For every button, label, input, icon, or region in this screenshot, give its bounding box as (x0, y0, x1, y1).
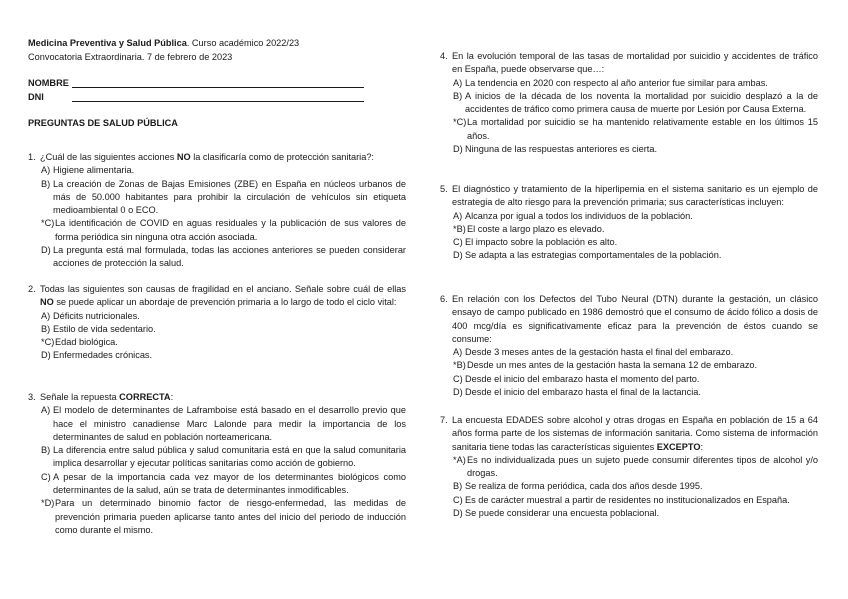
option-label: *C) (41, 218, 55, 229)
stem-emphasis: EXCEPTO (656, 441, 701, 452)
question-1 (28, 151, 406, 271)
question-stem (28, 391, 406, 404)
answer-option (41, 164, 406, 177)
stem-text: : (170, 392, 174, 402)
option-label: B) (453, 90, 463, 101)
question-number: 7. (440, 415, 448, 425)
option-label: C) (453, 237, 463, 248)
question-stem (440, 183, 818, 210)
option-text: La pregunta está mal formulada, todas las acciones anteriores se pueden considerar acciones de protección la salud. (53, 245, 406, 269)
stem-emphasis: NO (176, 152, 191, 162)
nombre-field[interactable] (28, 77, 364, 89)
answer-option (453, 223, 818, 236)
option-text: Déficits nutricionales. (53, 310, 140, 321)
option-label: *D) (41, 498, 55, 509)
option-text: Ninguna de las respuestas anteriores es cierta. (465, 144, 658, 155)
stem-emphasis: NO (40, 297, 54, 308)
answer-option (453, 210, 818, 223)
options-list (28, 310, 406, 363)
answer-option (453, 480, 818, 493)
answer-option (453, 373, 818, 386)
option-text: Desde el inicio del embarazo hasta el momento del parto. (465, 373, 700, 384)
options-list (440, 346, 818, 399)
answer-option (453, 386, 818, 399)
answer-option (41, 178, 406, 218)
section-title: PREGUNTAS DE SALUD PÚBLICA (28, 118, 178, 128)
question-number: 1. (28, 152, 36, 162)
answer-option (41, 497, 406, 537)
stem-text: Señale la repuesta (40, 392, 120, 402)
stem-text: se puede aplicar un abordaje de prevención primaria a lo largo de todo el ciclo vital: (53, 297, 397, 308)
options-list (440, 454, 818, 520)
option-label: *B) (453, 223, 466, 234)
option-text: El coste a largo plazo es elevado. (467, 223, 605, 234)
answer-option (453, 249, 818, 262)
question-number: 3. (28, 392, 36, 402)
options-list (28, 164, 406, 270)
option-label: C) (453, 494, 463, 505)
option-text: El impacto sobre la población es alto. (465, 237, 618, 248)
option-label: D) (41, 245, 51, 256)
option-text: A inicios de la década de los noventa la mortalidad por suicidio desplazó a la de accidentes de tráfico como primera causa de muerte por Lesión por Causa Externa. (465, 90, 818, 115)
option-label: A) (453, 347, 463, 358)
option-text: Desde el inicio del embarazo hasta el final de la lactancia. (465, 387, 701, 398)
question-stem (440, 414, 818, 454)
option-label: B) (41, 445, 51, 456)
stem-text: En la evolución temporal de las tasas de mortalidad por suicidio y accidentes de tráfico en España, puede observarse que…: (452, 51, 818, 75)
option-text: Se realiza de forma periódica, cada dos años desde 1995. (465, 481, 703, 492)
answer-option (41, 310, 406, 323)
answer-option (41, 244, 406, 271)
answer-option (41, 444, 406, 471)
nombre-line (72, 87, 364, 88)
option-label: D) (453, 144, 463, 155)
stem-text: : (700, 441, 704, 452)
stem-text: la clasificaría como de protección sanitaria?: (190, 152, 374, 162)
option-text: Se puede considerar una encuesta poblacional. (465, 508, 660, 519)
question-2 (28, 283, 406, 363)
answer-option (41, 323, 406, 336)
option-text: La mortalidad por suicidio se ha mantenido relativamente estable en los últimos 15 años. (467, 117, 818, 141)
answer-option (453, 236, 818, 249)
stem-text: La encuesta EDADES sobre alcohol y otras drogas en España en población de 15 a 64 años forma parte de los sistemas de información sanitaria. Como sistema de información sanitaria tiene todas las características siguientes (452, 415, 818, 452)
answer-option (453, 116, 818, 143)
option-text: La creación de Zonas de Bajas Emisiones (ZBE) en España en núcleos urbanos de más de 50.000 habitantes para prohibir la circulación de vehículos sin etiqueta medioambiental 0 o ECO. (53, 178, 406, 216)
option-label: A) (41, 310, 51, 321)
question-4 (440, 50, 818, 156)
option-text: Edad biológica. (55, 337, 118, 348)
question-7 (440, 414, 818, 520)
option-text: Se adapta a las estrategias comportamentales de la población. (465, 250, 722, 261)
dni-line (72, 101, 364, 102)
option-text: Desde un mes antes de la gestación hasta la semana 12 de embarazo. (467, 360, 758, 371)
answer-option (453, 454, 818, 481)
question-stem (440, 50, 818, 77)
question-stem (440, 293, 818, 346)
answer-option (453, 143, 818, 156)
question-5 (440, 183, 818, 263)
question-6 (440, 293, 818, 399)
answer-option (453, 346, 818, 359)
option-label: B) (41, 178, 51, 189)
options-list (28, 404, 406, 537)
option-text: Es de carácter muestral a partir de residentes no institucionalizados en España. (465, 494, 790, 505)
option-label: *B) (453, 360, 466, 371)
nombre-label: NOMBRE (28, 78, 69, 88)
question-stem (28, 151, 406, 164)
stem-text: ¿Cuál de las siguientes acciones (40, 152, 177, 162)
exam-session: Convocatoria Extraordinaria. 7 de febrero de 2023 (28, 52, 233, 62)
option-label: C) (453, 373, 463, 384)
stem-text: En relación con los Defectos del Tubo Neural (DTN) durante la gestación, un clásico ensayo de campo publicado en 1986 demostró que el consumo de ácido fólico a dosis de 400 mcg/día es significativamente eficaz para la prevención de éstos cuando se consume: (452, 294, 818, 344)
answer-option (453, 359, 818, 372)
answer-option (41, 471, 406, 498)
answer-option (453, 77, 818, 90)
answer-option (453, 507, 818, 520)
answer-option (41, 349, 406, 362)
option-text: Es no individualizada pues un sujeto puede consumir diferentes tipos de alcohol y/o drogas. (467, 454, 818, 479)
option-label: A) (41, 405, 51, 416)
course-name: Medicina Preventiva y Salud Pública (28, 38, 187, 48)
option-text: Higiene alimentaria. (53, 165, 135, 176)
option-text: Alcanza por igual a todos los individuos de la población. (465, 210, 693, 221)
course-title (28, 37, 299, 50)
option-text: La tendencia en 2020 con respecto al año anterior fue similar para ambas. (465, 77, 768, 88)
option-label: D) (453, 387, 463, 398)
answer-option (453, 494, 818, 507)
options-list (440, 77, 818, 157)
answer-option (41, 336, 406, 349)
question-number: 4. (440, 51, 448, 61)
dni-label: DNI (28, 92, 44, 102)
answer-option (453, 90, 818, 117)
stem-emphasis: CORRECTA (119, 392, 171, 402)
option-text: Enfermedades crónicas. (53, 350, 153, 361)
question-stem (28, 283, 406, 310)
option-label: D) (453, 250, 463, 261)
option-text: La identificación de COVID en aguas residuales y la publicación de sus valores de forma periódica sin ninguna otra acción asociada. (55, 218, 406, 242)
options-list (440, 210, 818, 263)
stem-text: Todas las siguientes son causas de fragilidad en el anciano. Señale sobre cuál de ellas (40, 284, 406, 294)
option-label: A) (453, 77, 463, 88)
question-number: 2. (28, 284, 36, 294)
answer-option (41, 217, 406, 244)
option-label: C) (41, 471, 51, 482)
question-3 (28, 391, 406, 537)
option-label: *C) (453, 117, 467, 128)
course-year: . Curso académico 2022/23 (186, 38, 300, 48)
option-text: El modelo de determinantes de Laframboise está basado en el desarrollo previo que hace el ministro canadiense Marc Lalonde para medir la importancia de los determinantes de salud en población norteamericana. (53, 405, 406, 442)
option-text: Para un determinado binomio factor de riesgo-enfermedad, las medidas de prevención primaria pueden aplicarse tanto antes del inicio del periodo de inducción como durante el mismo. (55, 498, 406, 535)
option-label: A) (453, 210, 463, 221)
dni-field[interactable] (28, 91, 364, 103)
question-number: 5. (440, 184, 448, 194)
answer-option (41, 404, 406, 444)
option-label: D) (453, 508, 463, 519)
option-label: B) (41, 323, 51, 334)
option-text: La diferencia entre salud pública y salud comunitaria está en que la salud comunitaria implica desarrollar y ejecutar políticas sanitarias como acción de gobierno. (53, 445, 406, 469)
option-label: D) (41, 350, 51, 361)
option-label: A) (41, 165, 51, 176)
option-label: *A) (453, 454, 466, 465)
option-text: A pesar de la importancia cada vez mayor de los determinantes biológicos como determinantes de la salud, aún se trata de determinantes inmodificables. (53, 471, 406, 496)
stem-text: El diagnóstico y tratamiento de la hiperlipemia en el sistema sanitario es un ejemplo de estrategia de alto riesgo para la prevención primaria; sus características incluyen: (452, 184, 818, 208)
option-label: B) (453, 481, 463, 492)
option-text: Desde 3 meses antes de la gestación hasta el final del embarazo. (465, 347, 734, 358)
option-text: Estilo de vida sedentario. (53, 323, 156, 334)
option-label: *C) (41, 337, 55, 348)
question-number: 6. (440, 294, 448, 304)
